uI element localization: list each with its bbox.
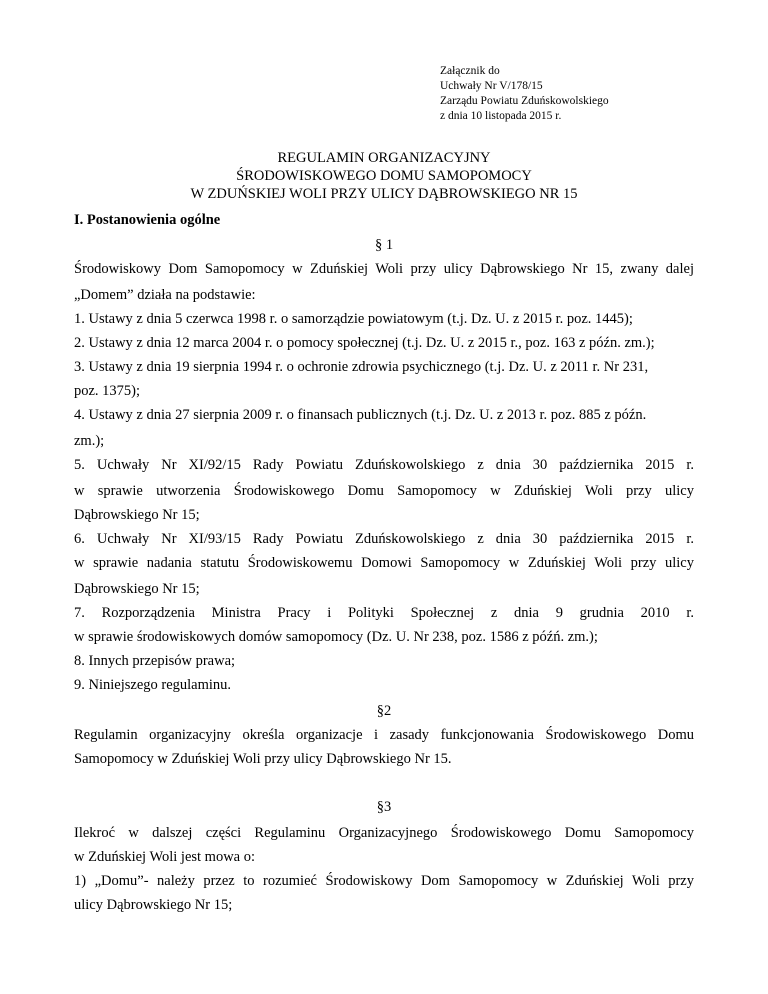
annex-line: Załącznik do — [440, 65, 500, 77]
list-item: 9. Niniejszego regulaminu. — [74, 677, 232, 693]
title-line: REGULAMIN ORGANIZACYJNY — [277, 150, 491, 166]
paragraph-text: „Domem” działa na podstawie: — [74, 287, 256, 303]
list-item: 2. Ustawy z dnia 12 marca 2004 r. o pomocy społecznej (t.j. Dz. U. z 2015 r., poz. 163 z późn. zm.); — [74, 335, 655, 351]
list-item: w sprawie środowiskowych domów samopomocy (Dz. U. Nr 238, poz. 1586 z późń. zm.); — [74, 629, 598, 645]
annex-line: z dnia 10 listopada 2015 r. — [440, 110, 562, 122]
list-item: 8. Innych przepisów prawa; — [74, 653, 236, 669]
list-item: zm.); — [74, 433, 105, 449]
annex-header — [440, 64, 609, 124]
paragraph-mark-3: §3 — [376, 799, 392, 815]
list-item: 6. Uchwały Nr XI/93/15 Rady Powiatu Zduńskowolskiego z dnia 30 października 2015 r. — [74, 531, 694, 547]
title-line: ŚRODOWISKOWEGO DOMU SAMOPOMOCY — [236, 168, 532, 184]
list-item: Dąbrowskiego Nr 15; — [74, 581, 200, 597]
annex-line: Uchwały Nr V/178/15 — [440, 80, 543, 92]
list-item: ulicy Dąbrowskiego Nr 15; — [74, 897, 233, 913]
paragraph-text: Ilekroć w dalszej części Regulaminu Organizacyjnego Środowiskowego Domu Samopomocy — [74, 825, 694, 841]
paragraph-text: Środowiskowy Dom Samopomocy w Zduńskiej Woli przy ulicy Dąbrowskiego Nr 15, zwany dalej — [74, 261, 694, 277]
list-item: 5. Uchwały Nr XI/92/15 Rady Powiatu Zduńskowolskiego z dnia 30 października 2015 r. — [74, 457, 694, 473]
list-item: w sprawie nadania statutu Środowiskowemu Domowi Samopomocy w Zduńskiej Woli przy ulicy — [74, 555, 694, 571]
list-item: 7. Rozporządzenia Ministra Pracy i Polityki Społecznej z dnia 9 grudnia 2010 r. — [74, 605, 694, 621]
paragraph-mark-2: §2 — [376, 703, 392, 719]
list-item: w sprawie utworzenia Środowiskowego Domu Samopomocy w Zduńskiej Woli przy ulicy — [74, 483, 694, 499]
list-item: 1) „Domu”- należy przez to rozumieć Środowiskowy Dom Samopomocy w Zduńskiej Woli przy — [74, 873, 694, 889]
title-line: W ZDUŃSKIEJ WOLI PRZY ULICY DĄBROWSKIEGO NR 15 — [190, 186, 578, 202]
list-item: Dąbrowskiego Nr 15; — [74, 507, 200, 523]
document-title — [0, 149, 768, 203]
paragraph-text: Regulamin organizacyjny określa organizacje i zasady funkcjonowania Środowiskowego Domu — [74, 727, 694, 743]
list-item: 4. Ustawy z dnia 27 sierpnia 2009 r. o finansach publicznych (t.j. Dz. U. z 2013 r. poz. 885 z późn. — [74, 407, 647, 423]
list-item: 1. Ustawy z dnia 5 czerwca 1998 r. o samorządzie powiatowym (t.j. Dz. U. z 2015 r. poz. 1445); — [74, 311, 633, 327]
paragraph-text: w Zduńskiej Woli jest mowa o: — [74, 849, 256, 865]
list-item: 3. Ustawy z dnia 19 sierpnia 1994 r. o ochronie zdrowia psychicznego (t.j. Dz. U. z 2011 r. Nr 231, — [74, 359, 649, 375]
paragraph-text: Samopomocy w Zduńskiej Woli przy ulicy Dąbrowskiego Nr 15. — [74, 751, 452, 767]
annex-line: Zarządu Powiatu Zduńskowolskiego — [440, 95, 609, 107]
paragraph-mark-1: § 1 — [374, 237, 394, 253]
section-heading: I. Postanowienia ogólne — [74, 212, 221, 228]
list-item: poz. 1375); — [74, 383, 141, 399]
